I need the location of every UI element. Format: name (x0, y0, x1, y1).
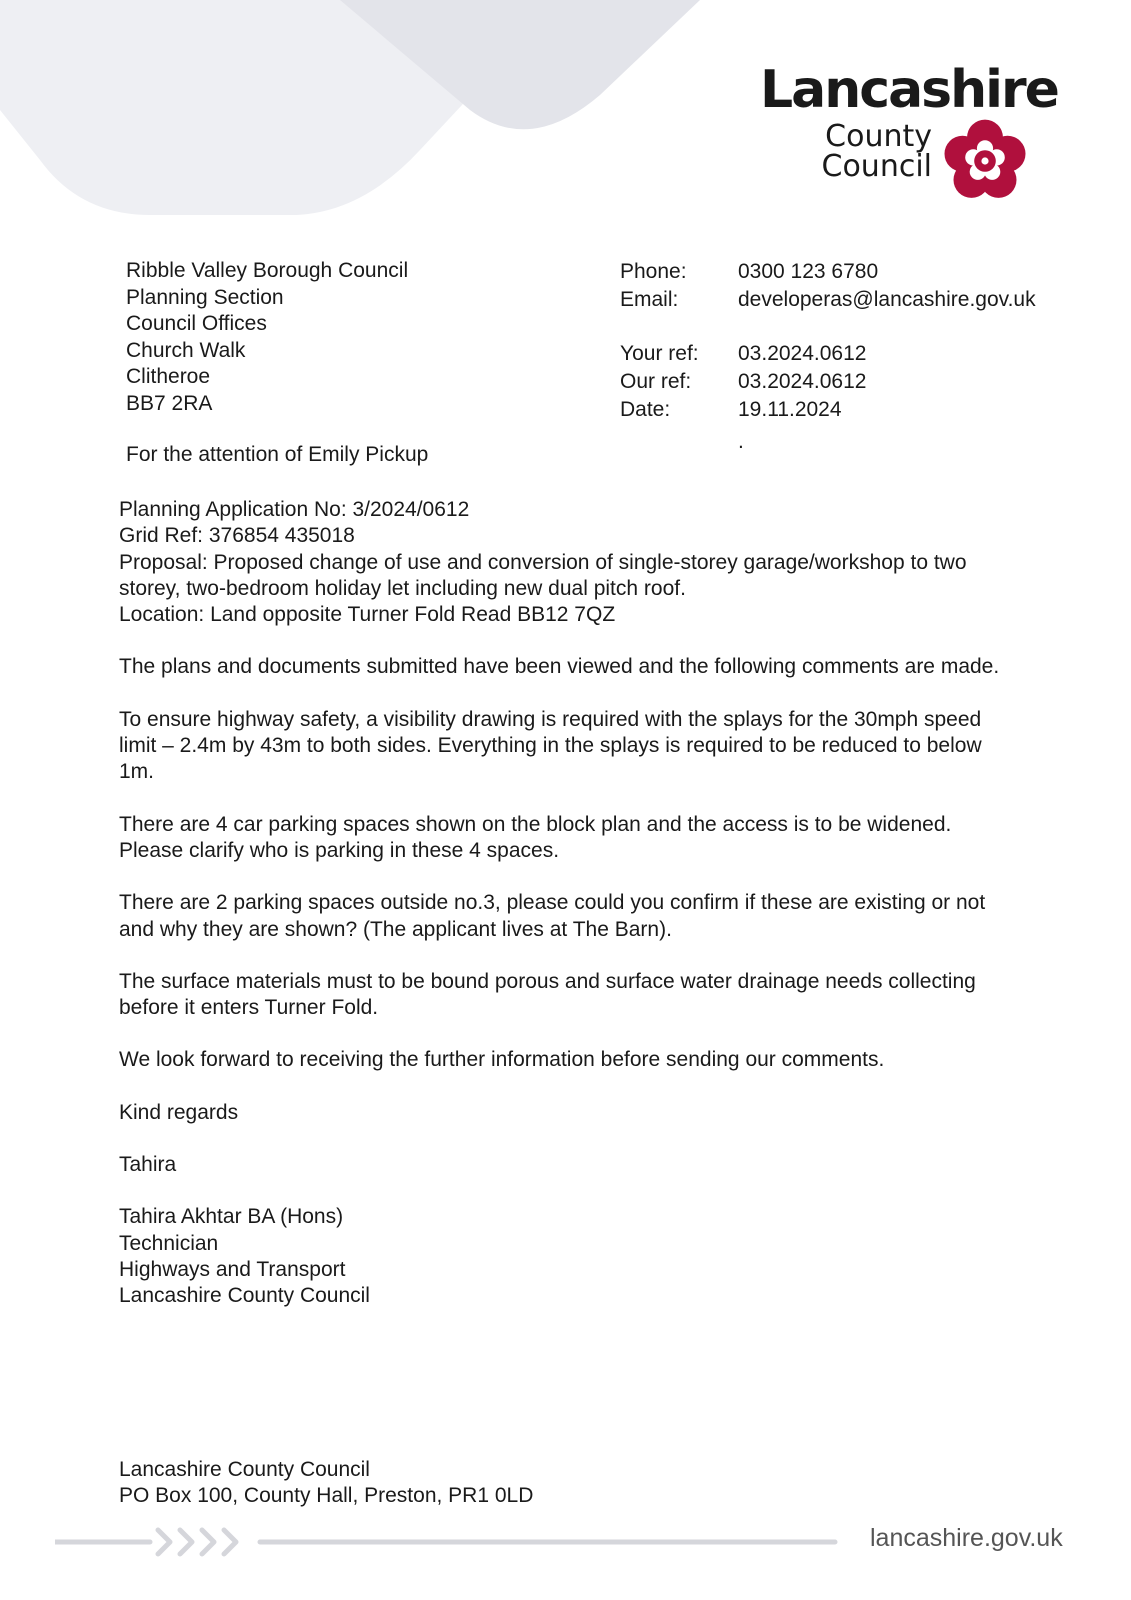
phone-value: 0300 123 6780 (738, 260, 879, 283)
contact-details (620, 258, 1036, 424)
address-line: Ribble Valley Borough Council (126, 259, 409, 282)
proposal: Proposal: Proposed change of use and conversion of single-storey garage/workshop to two storey, two-bedroom holiday let including new dual pitch roof. (119, 550, 967, 600)
logo-title: Lancashire (760, 60, 1058, 120)
footer-website[interactable]: lancashire.gov.uk (870, 1524, 1063, 1552)
body-paragraph: The plans and documents submitted have been viewed and the following comments are made. (119, 655, 1000, 679)
grid-reference: Grid Ref: 376854 435018 (119, 524, 355, 548)
signatory-role: Technician (119, 1231, 219, 1255)
footer-address (119, 1457, 533, 1509)
closing: Kind regards (119, 1100, 239, 1124)
footer-org-name: Lancashire County Council (119, 1458, 370, 1481)
email-label: Email: (620, 288, 679, 311)
body-paragraph: The surface materials must to be bound porous and surface water drainage needs collecting before it enters Turner Fold. (119, 969, 976, 1020)
body-paragraph: There are 2 parking spaces outside no.3, please could you confirm if these are existing or not and why they are shown? (The applicant lives at The Barn). (119, 891, 986, 941)
signatory-department: Highways and Transport (119, 1257, 346, 1281)
red-rose-icon (940, 116, 1030, 206)
letter-body (119, 497, 1019, 1310)
signature-first-name: Tahira (119, 1153, 177, 1177)
header-background-shapes (0, 0, 760, 230)
date-label: Date: (620, 398, 671, 421)
our-ref-value: 03.2024.0612 (738, 370, 867, 393)
date-value: 19.11.2024 (738, 398, 842, 421)
location: Location: Land opposite Turner Fold Read BB12 7QZ (119, 603, 616, 627)
address-line: Planning Section (126, 285, 284, 309)
recipient-address (126, 258, 408, 417)
address-line: Clitheroe (126, 365, 211, 388)
our-ref-label: Our ref: (620, 370, 692, 393)
footer-postal-address: PO Box 100, County Hall, Preston, PR1 0LD (119, 1484, 534, 1507)
phone-label: Phone: (620, 260, 687, 283)
body-paragraph: We look forward to receiving the further information before sending our comments. (119, 1048, 885, 1072)
signatory-name: Tahira Akhtar BA (Hons) (119, 1205, 344, 1229)
body-paragraph: There are 4 car parking spaces shown on the block plan and the access is to be widened. Please clarify who is parking in these 4 spaces. (119, 812, 952, 862)
email-value[interactable]: developeras@lancashire.gov.uk (738, 288, 1036, 311)
trailing-dot: . (738, 430, 744, 453)
lancashire-logo (760, 60, 1070, 210)
body-paragraph: To ensure highway safety, a visibility drawing is required with the splays for the 30mph speed limit – 2.4m by 43m to both sides. Everything in the splays is required to be reduced to below 1m. (119, 707, 982, 784)
your-ref-label: Your ref: (620, 342, 699, 365)
signatory-organisation: Lancashire County Council (119, 1284, 370, 1308)
your-ref-value: 03.2024.0612 (738, 342, 867, 365)
attention-line: For the attention of Emily Pickup (126, 443, 429, 466)
application-number: Planning Application No: 3/2024/0612 (119, 498, 470, 521)
logo-county: County (825, 119, 932, 154)
address-line: Church Walk (126, 338, 246, 362)
logo-council: Council (821, 149, 932, 184)
address-line: BB7 2RA (126, 391, 213, 415)
address-line: Council Offices (126, 312, 267, 335)
